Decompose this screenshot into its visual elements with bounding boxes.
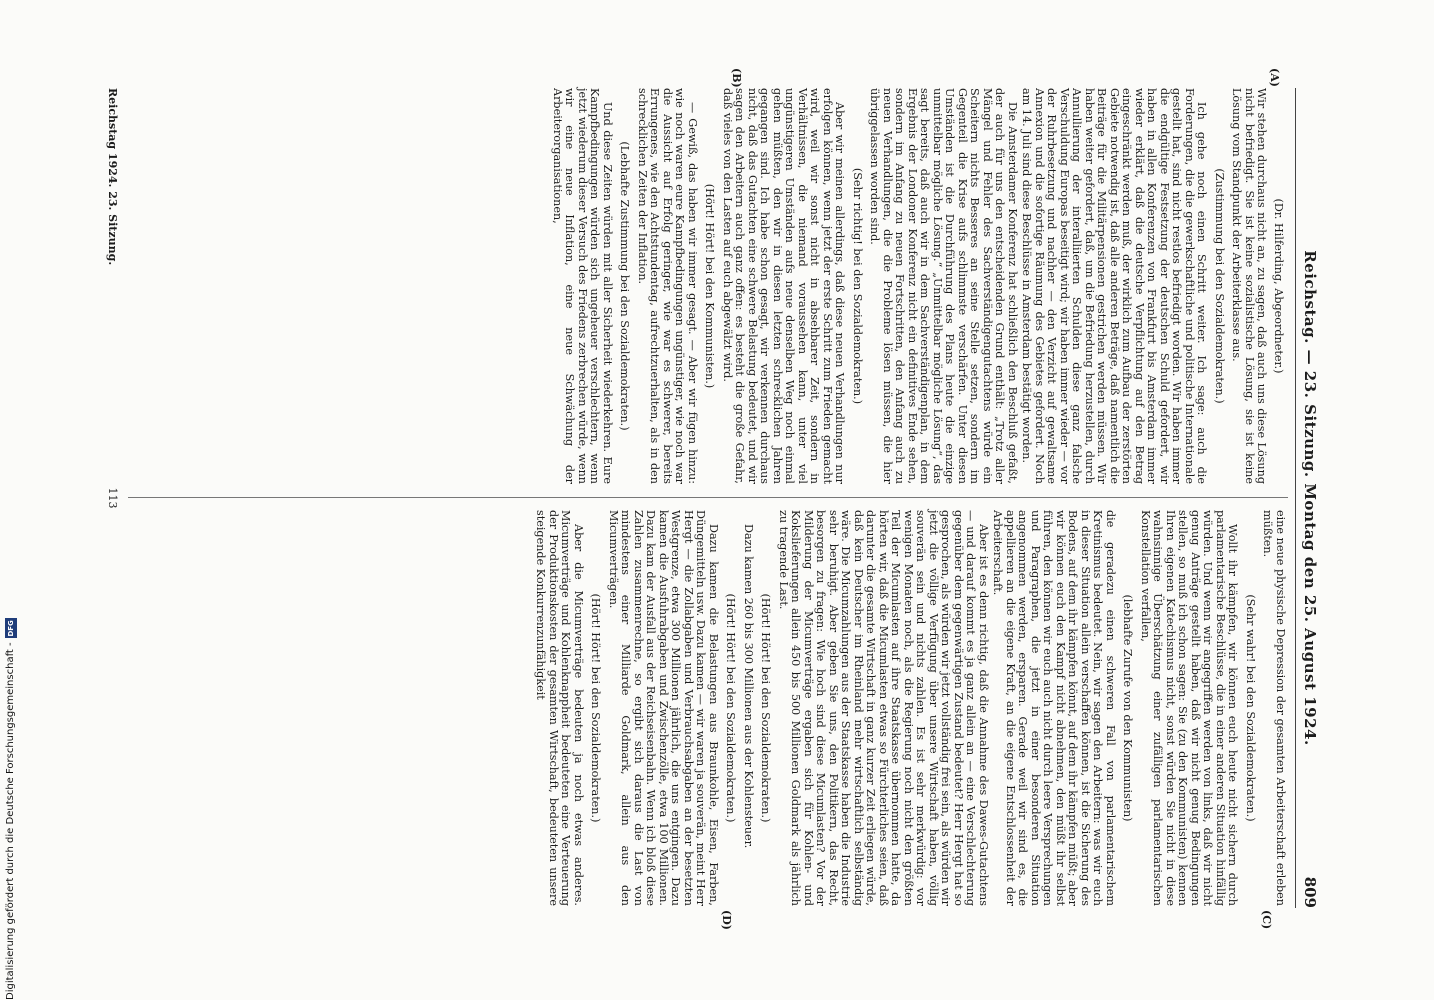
dfg-logo-icon: DFG: [7, 620, 15, 637]
interjection: (Hört! Hört! bei den Sozialdemokraten.): [759, 593, 773, 823]
interjection: (Hört! Hört! bei den Kommunisten.): [703, 183, 717, 389]
header-rule: [1295, 88, 1296, 908]
paragraph: Aber ist es denn richtig, daß die Annahme des Dawes-Gutachtens — und darauf kommt es ja ganz allein an — eine Verschlechterung gegenüber dem gegenwärtigen Zustand bedeutet? Herr Hergt hat so gesprochen, als würden wir jetzt vollständig frei sein, als würden wir jetzt die völlige Verfügung über unsere Wirtschaft haben, völlig souverän sein und nichts zahlen. Es ist sehr merkwürdig: vor wenigen Monaten noch, als die Regierung noch nicht den größten Teil der Micumlasten auf ihre Staatskasse übernommen hatte, da hörten wir, daß die Micumlasten etwas so Fürchterliches seien, daß darunter die gesamte Wirtschaft in ganz kurzer Zeit erliegen würde, daß kein Deutscher im Rheinland mehr wirtschaftlich selbständig wäre. Die Micumzahlungen aus der Staatskasse haben die Industrie sehr beruhigt. Aber geben Sie uns, den Politikern, das Recht, besorgen zu fragen: Wie hoch sind diese Micumlasten? Vor der Milderung der Micumverträge ergaben sich für Kohlen- und Kokslieferungen allein 450 bis 500 Millionen Goldmark als jährlich zu tragende Last.: [777, 510, 990, 906]
page-number: 809: [1301, 876, 1319, 908]
footer-session: Reichstag 1924. 23. Sitzung.: [106, 88, 119, 266]
paragraph: Dazu kamen 260 bis 300 Millionen aus der Kohlensteuer.: [742, 524, 755, 849]
interjection: (Hört! Hört! bei den Sozialdemokraten.): [589, 593, 603, 823]
margin-marker-c: (C): [1260, 910, 1273, 930]
interjection: (Sehr richtig! bei den Sozialdemokraten.): [851, 167, 864, 405]
interjection: (Sehr wahr! bei den Sozialdemokraten.): [1244, 594, 1257, 822]
paragraph: — Gewiß, das haben wir immer gesagt. — Aber wir fügen hinzu: wie noch waren eure Kampfbedingungen ungünstiger, wie noch war die Aussicht auf Erfolg geringer, wie war es schwerer, bereits Errungenes, wie den Achtstundentag, aufrechtzuerhalten, als in den schrecklichen Zeiten der Inflation.: [636, 88, 699, 484]
paragraph: die geradezu einen schweren Fall von parlamentarischem Kretinismus bedeutet. Nein, wir sagen den Arbeitern: was wir euch in dieser Situation allein verschaffen können, ist die Sicherung des Bodens, auf dem ihr kämpfen könnt, auf dem ihr kämpfen müßt; aber wir können euch den Kampf nicht abnehmen, den müßt ihr selbst führen, den können wir euch auch nicht durch leere Versprechungen und Paragraphen, die jetzt in einer besonderen Situation angenommen werden, ersparen. Gerade weil wir sind es, die appellieren an die eigene Kraft, an die eigene Entschlossenheit der Arbeiterschaft.: [991, 510, 1117, 906]
paragraph: Wollt ihr kämpfen, wir können euch heute nicht sichern durch parlamentarische Beschlüsse, die in einer anderen Situation hinfällig würden. Und wenn wir angegriffen werden von links, daß wir nicht genug Anträge gestellt haben, daß wir nicht genug Bedingungen stellen, so muß ich schon sagen: Sie (zu den Kommunisten) kennen Ihren eigenen Katechismus nicht, sonst würden Sie nicht in diese wahnsinnige Überschätzung einer zufälligen parlamentarischen Konstellation verfallen,: [1139, 510, 1240, 906]
left-column: [549, 88, 1287, 484]
digitization-credit: [2, 580, 20, 1000]
interjection: (Lebhafte Zustimmung bei den Sozialdemokraten.): [618, 141, 632, 431]
paragraph: Wir stehen durchaus nicht an, zu sagen, daß auch uns diese Lösung nicht befriedigt. Sie ist keine sozialistische Lösung, sie ist keine Lösung vom Standpunkt der Arbeiterklasse aus.: [1230, 88, 1269, 484]
rotated-page: [92, 68, 1322, 930]
margin-marker-d: (D): [720, 910, 733, 930]
right-column: [532, 510, 1286, 906]
running-title: Reichstag. — 23. Sitzung. Montag den 25. August 1924.: [1301, 250, 1319, 746]
paragraph: Aber die Micumverträge bedeuten ja noch etwas anderes. Micumverträge und Kohlenknappheit bedeuteten eine Verteuerung der Produktionskosten der gesamten Wirtschaft, bedeuteten unsere steigende Konkurrenzunfähigkeit: [534, 510, 585, 906]
margin-marker-a: (A): [1268, 68, 1281, 87]
paragraph: Dazu kamen die Belastungen aus Braunkohle, Eisen, Farben, Düngemitteln usw. Dazu kamen — wir waren ja souverän, meint Herr Hergt — die Zollabgaben und Verbrauchsabgaben an der besetzten Westgrenze, etwa 300 Millionen jährlich, die uns entgingen. Dazu kamen die Ausfuhrabgaben und Zwischenzölle, etwa 100 Millionen. Dazu kam der Ausfall aus der Reichseisenbahn. Wenn ich bloß diese Zahlen zusammenrechne, so ergibt sich daraus die Last von mindestens einer Milliarde Goldmark, allein aus den Micumverträgen.: [607, 510, 720, 906]
interjection: (Zustimmung bei den Sozialdemokraten.): [1213, 168, 1226, 404]
paragraph: Ich gehe noch einen Schritt weiter. Ich sage: auch die Forderungen, die die gewerkschaftliche und politische Internationale gestellt hat, sind nicht restlos befriedigt worden. Wir haben immer die endgültige Festsetzung der deutschen Schuld gefordert, wir haben in allen Konferenzen von Frankfurt bis Amsterdam immer wieder erklärt, daß die deutsche Verpflichtung auf den Betrag eingeschränkt werden muß, der wirklich zum Aufbau der zerstörten Gebiete notwendig ist, daß alle anderen Beträge, daß namentlich die Beiträge für die Militärpensionen gestrichen werden müssen. Wir haben weiter gefordert, daß, um die Befriedung herzustellen, durch Annullierung der interalliierten Schulden diese ganz falsche Verschuldung Europas beseitigt wird; wir haben immer wieder — vor der Ruhrbesetzung und nachher — den Verzicht auf gewaltsame Annexion und die sofortige Räumung des Gebietes gefordert. Noch am 14. Juli sind diese Beschlüsse in Amsterdam bestätigt worden.: [1020, 88, 1209, 484]
paragraph: Aber wir meinen allerdings, daß diese neuen Verhandlungen nur erfolgen können, wenn jetzt der erste Schritt zum Frieden gemacht wird, weil wir sonst nicht in absehbarer Zeit, sondern in Verhältnissen, die niemand voraussehen kann, unter viel ungünstigeren Umständen aufs neue denselben Weg noch einmal gehen müßten, den wir in diesen letzten schrecklichen Jahren gegangen sind. Ich habe schon gesagt, wir verkennen durchaus nicht, daß das Gutachten eine schwere Belastung bedeutet, und wir sagen den Arbeitern auch ganz offen: es besteht die große Gefahr, daß vieles von den Lasten auf euch abgewälzt wird.: [721, 88, 847, 484]
page-header: [1292, 88, 1322, 908]
interjection: (Hört! Hört! bei den Sozialdemokraten.): [724, 593, 738, 823]
speaker-label: (Dr. Hilferding, Abgeordneter.): [1272, 198, 1285, 374]
paragraph: Und diese Zeiten würden mit aller Sicherheit wiederkehren. Eure Kampfbedingungen würden sich ungeheuer verschlechtern, wenn jetzt wiederum dieser Versuch des Friedens zerbrechen würde, wenn wir eine neue Inflation, eine neue Schwächung der Arbeiterorganisationen,: [551, 88, 614, 484]
column-divider: [128, 497, 1288, 498]
footer-page-number: 113: [106, 487, 119, 509]
paragraph: eine neue physische Depression der gesamten Arbeiterschaft erleben müßten.: [1261, 510, 1287, 906]
margin-marker-b: (B): [730, 68, 743, 88]
paragraph: Die Amsterdamer Konferenz hat schließlich den Beschluß gefaßt, der auch für uns den entscheidenden Grund enthält: „Trotz aller Mängel und Fehler des Sachverständigengutachtens würde ein Scheitern nichts Besseres an seine Stelle setzen, sondern im Gegenteil die Krise aufs schlimmste verschärfen. Unter diesen Umständen ist die Durchführung des Plans heute die einzige unmittelbar mögliche Lösung.“ „Unmittelbar mögliche Lösung“, das sagt bereits, daß auch wir in dem Sachverständigenplan, in dem Ergebnis der Londoner Konferenz nicht ein definitives Ende sehen, sondern im Anfang zu neuen Fortschritten, den Anfang auch zu neuen Verhandlungen, die die Probleme lösen müssen, die hier übriggelassen worden sind.: [868, 88, 1019, 484]
digitization-text: Digitalisierung gefördert durch die Deutsche Forschungsgemeinschaft -: [5, 642, 16, 1000]
interjection: (lebhafte Zurufe von den Kommunisten): [1121, 594, 1135, 822]
